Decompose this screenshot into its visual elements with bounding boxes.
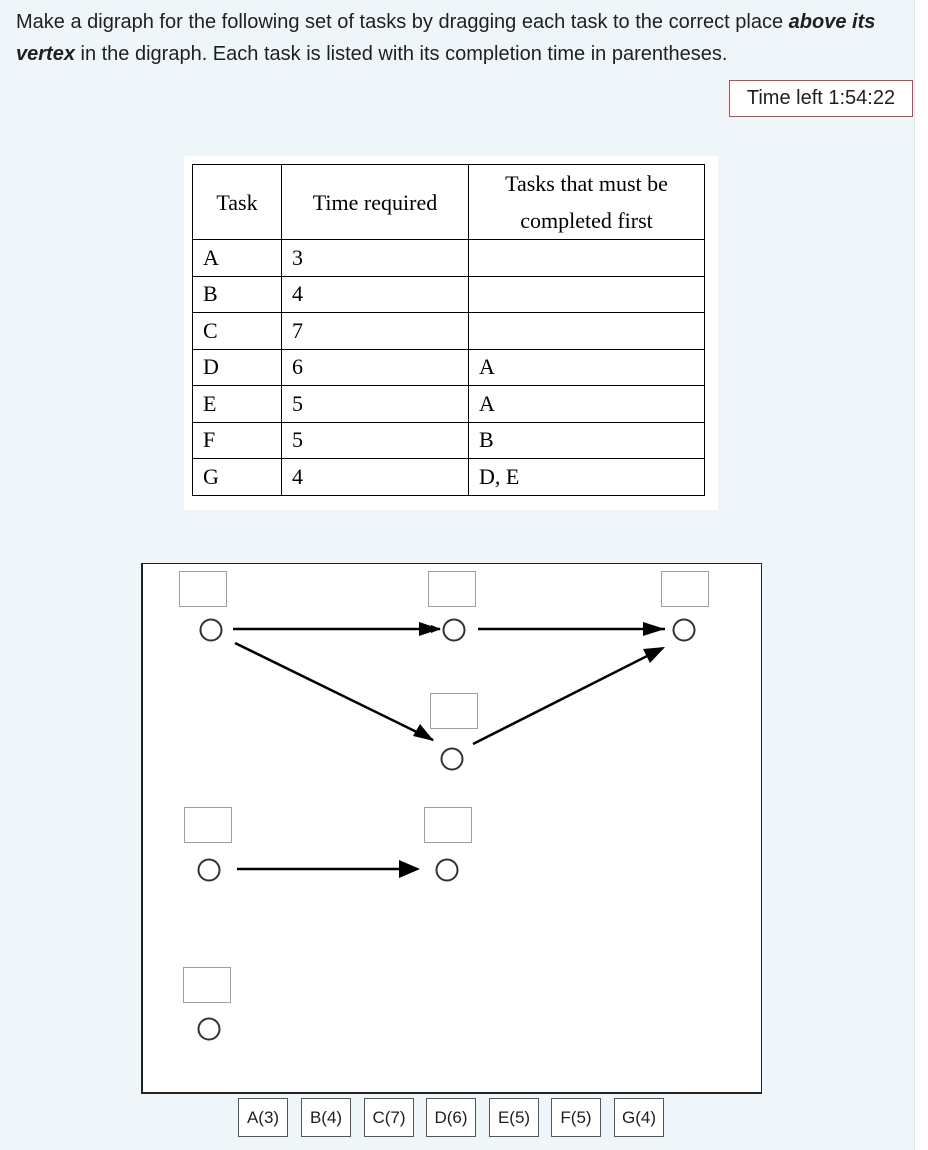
table-row bbox=[193, 276, 705, 313]
cell-task: A bbox=[193, 240, 282, 277]
cell-time: 4 bbox=[282, 459, 469, 496]
task-tile-g[interactable]: G(4) bbox=[614, 1098, 664, 1137]
cell-prereq: A bbox=[469, 386, 705, 423]
task-table bbox=[192, 164, 705, 496]
task-table-image bbox=[184, 156, 718, 510]
cell-time: 7 bbox=[282, 313, 469, 350]
table-row bbox=[193, 349, 705, 386]
cell-prereq bbox=[469, 313, 705, 350]
table-row bbox=[193, 313, 705, 350]
cell-time: 5 bbox=[282, 386, 469, 423]
cell-task: F bbox=[193, 422, 282, 459]
cell-time: 6 bbox=[282, 349, 469, 386]
cell-prereq: D, E bbox=[469, 459, 705, 496]
arrowhead-center-to-top-right bbox=[643, 647, 665, 663]
table-row bbox=[193, 240, 705, 277]
header-time-required: Time required bbox=[282, 165, 469, 240]
header-prereq-line2: completed first bbox=[520, 208, 653, 233]
cell-time: 5 bbox=[282, 422, 469, 459]
digraph-canvas bbox=[141, 563, 762, 1094]
table-row bbox=[193, 422, 705, 459]
cell-prereq bbox=[469, 276, 705, 313]
vertex-lower-middle bbox=[437, 860, 458, 881]
header-prerequisites bbox=[469, 165, 705, 240]
header-prereq-line1: Tasks that must be bbox=[505, 171, 668, 196]
instructions-part2: in the digraph. Each task is listed with its completion time in parentheses. bbox=[74, 43, 728, 65]
drop-target-bottom-left[interactable] bbox=[183, 967, 231, 1003]
drop-target-lower-middle[interactable] bbox=[424, 807, 472, 843]
cell-time: 4 bbox=[282, 276, 469, 313]
arrowhead-top-middle-to-top-right bbox=[643, 622, 665, 636]
cell-task: B bbox=[193, 276, 282, 313]
cell-task: C bbox=[193, 313, 282, 350]
instructions-text bbox=[16, 6, 886, 70]
instructions-emphasis: above its vertex bbox=[16, 11, 876, 65]
cell-task: D bbox=[193, 349, 282, 386]
task-tile-f[interactable]: F(5) bbox=[551, 1098, 601, 1137]
vertex-center bbox=[442, 749, 463, 770]
vertex-bottom-left bbox=[199, 1019, 220, 1040]
time-left-badge: Time left 1:54:22 bbox=[729, 80, 913, 117]
task-tile-d[interactable]: D(6) bbox=[426, 1098, 476, 1137]
drop-target-top-left[interactable] bbox=[179, 571, 227, 607]
instructions-part1: Make a digraph for the following set of tasks by dragging each task to the correct place bbox=[16, 11, 789, 33]
drop-target-center[interactable] bbox=[430, 693, 478, 729]
vertex-top-right bbox=[674, 620, 695, 641]
cell-prereq: B bbox=[469, 422, 705, 459]
cell-task: G bbox=[193, 459, 282, 496]
table-row bbox=[193, 459, 705, 496]
table-row bbox=[193, 386, 705, 423]
task-tiles-tray bbox=[0, 1098, 914, 1140]
drop-target-top-middle[interactable] bbox=[428, 571, 476, 607]
header-task: Task bbox=[193, 165, 282, 240]
table-header-row bbox=[193, 165, 705, 240]
cell-prereq: A bbox=[469, 349, 705, 386]
arrowhead-lower-left-to-lower-middle bbox=[399, 860, 420, 878]
task-tile-e[interactable]: E(5) bbox=[489, 1098, 539, 1137]
task-tile-c[interactable]: C(7) bbox=[364, 1098, 414, 1137]
drop-target-lower-left[interactable] bbox=[184, 807, 232, 843]
task-tile-b[interactable]: B(4) bbox=[301, 1098, 351, 1137]
cell-prereq bbox=[469, 240, 705, 277]
cell-task: E bbox=[193, 386, 282, 423]
edge-top-left-to-center bbox=[235, 643, 433, 740]
arrowhead-top-left-to-top-middle bbox=[419, 622, 440, 636]
task-tile-a[interactable]: A(3) bbox=[238, 1098, 288, 1137]
vertex-lower-left bbox=[199, 860, 220, 881]
vertex-top-middle bbox=[444, 620, 465, 641]
edge-center-to-top-right bbox=[473, 648, 663, 744]
cell-time: 3 bbox=[282, 240, 469, 277]
drop-target-top-right[interactable] bbox=[661, 571, 709, 607]
vertex-top-left bbox=[201, 620, 222, 641]
